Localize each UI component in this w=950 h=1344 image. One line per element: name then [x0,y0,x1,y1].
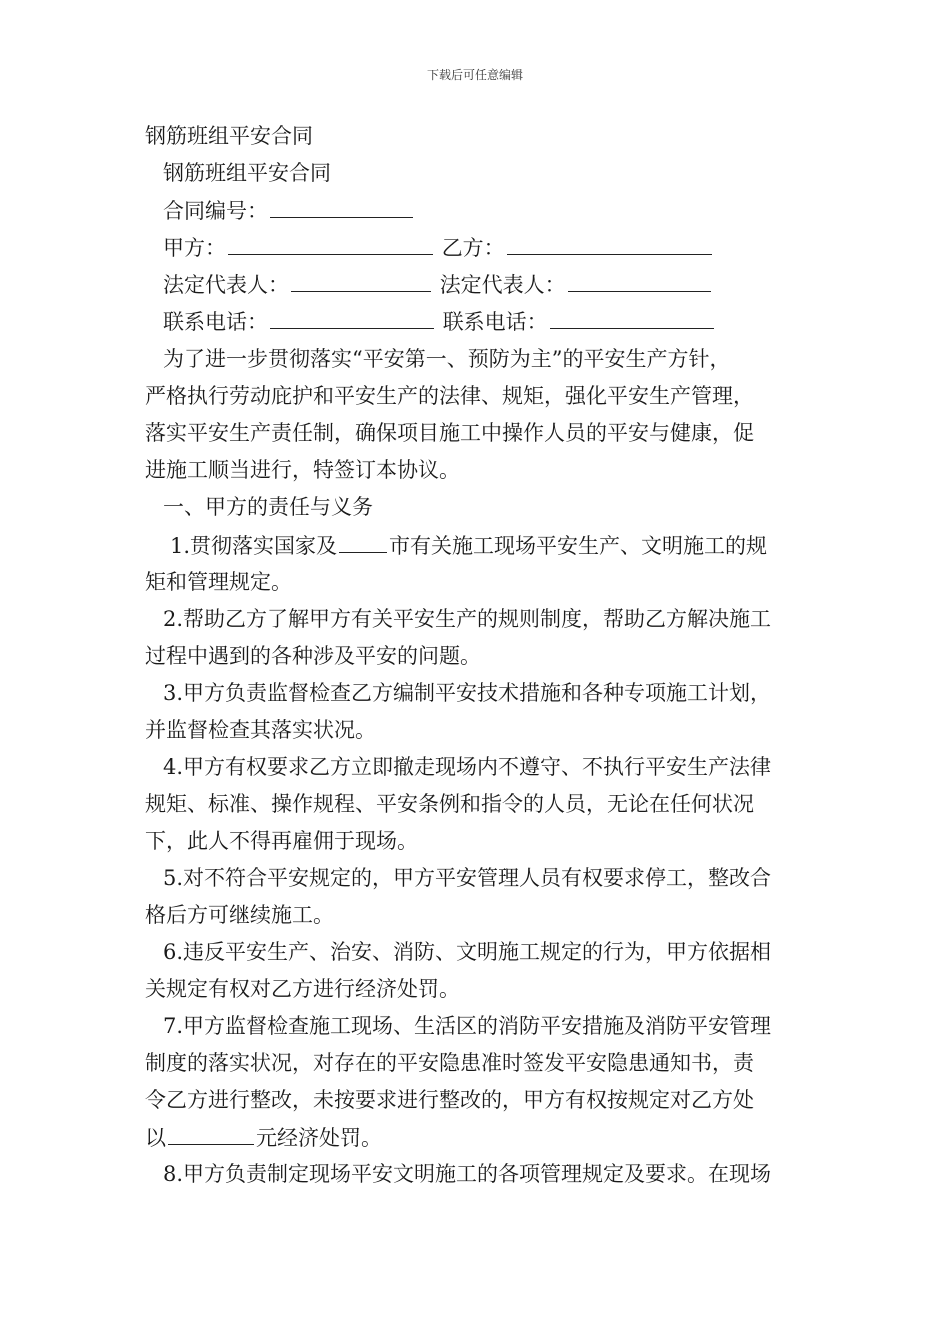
contract-number-blank [270,197,413,218]
parties-row [163,234,714,261]
item-8-line-1: 8.甲方负责制定现场平安文明施工的各项管理规定及要求。在现场 [163,1162,772,1186]
item-6-line-1: 6.违反平安生产、治安、消防、文明施工规定的行为，甲方依据相 [163,940,772,964]
phone-a-label: 联系电话： [163,310,268,334]
legal-rep-a-label: 法定代表人： [163,273,289,297]
contract-number-row [163,197,415,224]
intro-line-2: 严格执行劳动庇护和平安生产的法律、规矩，强化平安生产管理， [145,384,754,408]
item-6-line-2: 关规定有权对乙方进行经济处罚。 [145,977,460,1001]
party-a-label: 甲方： [163,236,226,260]
penalty-amount-blank [168,1124,254,1145]
document-title: 钢筋班组平安合同 [145,124,313,148]
item-1-line-1 [170,532,767,559]
legal-rep-b-label: 法定代表人： [439,273,566,297]
intro-line-1: 为了进一步贯彻落实“平安第一、预防为主”的平安生产方针， [163,347,731,371]
item-2-line-2: 过程中遇到的各种涉及平安的问题。 [145,644,481,668]
item-4-line-1: 4.甲方有权要求乙方立即撤走现场内不遵守、不执行平安生产法律 [163,755,772,779]
party-b-blank [507,234,712,255]
legal-rep-row [163,271,713,298]
item-4-line-3: 下，此人不得再雇佣于现场。 [145,829,418,853]
item-2-line-1: 2.帮助乙方了解甲方有关平安生产的规则制度，帮助乙方解决施工 [163,607,772,631]
party-b-label: 乙方： [441,236,505,260]
item-4-line-2: 规矩、标准、操作规程、平安条例和指令的人员，无论在任何状况 [145,792,754,816]
item-1-text-a: 1.贯彻落实国家及 [170,534,338,558]
item-1-line-2: 矩和管理规定。 [145,570,292,594]
item-7-text-a: 以 [145,1126,166,1150]
intro-line-4: 进施工顺当进行，特签订本协议。 [145,458,460,482]
contract-number-label: 合同编号： [163,199,268,223]
legal-rep-b-blank [568,271,711,292]
item-3-line-2: 并监督检查其落实状况。 [145,718,376,742]
item-7-line-1: 7.甲方监督检查施工现场、生活区的消防平安措施及消防平安管理 [163,1014,772,1038]
item-5-line-1: 5.对不符合平安规定的，甲方平安管理人员有权要求停工，整改合 [163,866,772,890]
item-7-text-b: 元经济处罚。 [256,1126,382,1150]
intro-line-3: 落实平安生产责任制，确保项目施工中操作人员的平安与健康，促 [145,421,754,445]
legal-rep-a-blank [291,271,431,292]
contract-subtitle: 钢筋班组平安合同 [163,161,331,185]
item-1-text-b: 市有关施工现场平安生产、文明施工的规 [389,534,768,558]
party-a-blank [228,234,433,255]
item-7-line-3: 令乙方进行整改，未按要求进行整改的，甲方有权按规定对乙方处 [145,1088,754,1112]
phone-b-blank [550,308,714,329]
section-1-title: 一、甲方的责任与义务 [163,495,373,519]
item-3-line-1: 3.甲方负责监督检查乙方编制平安技术措施和各种专项施工计划， [163,681,772,705]
item-5-line-2: 格后方可继续施工。 [145,903,334,927]
item-7-line-4 [145,1124,382,1151]
phone-row [163,308,716,335]
item-7-line-2: 制度的落实状况，对存在的平安隐患准时签发平安隐患通知书，责 [145,1051,754,1075]
phone-a-blank [270,308,434,329]
city-blank [339,532,387,553]
header-note: 下载后可任意编辑 [426,68,523,82]
phone-b-label: 联系电话： [442,310,548,334]
